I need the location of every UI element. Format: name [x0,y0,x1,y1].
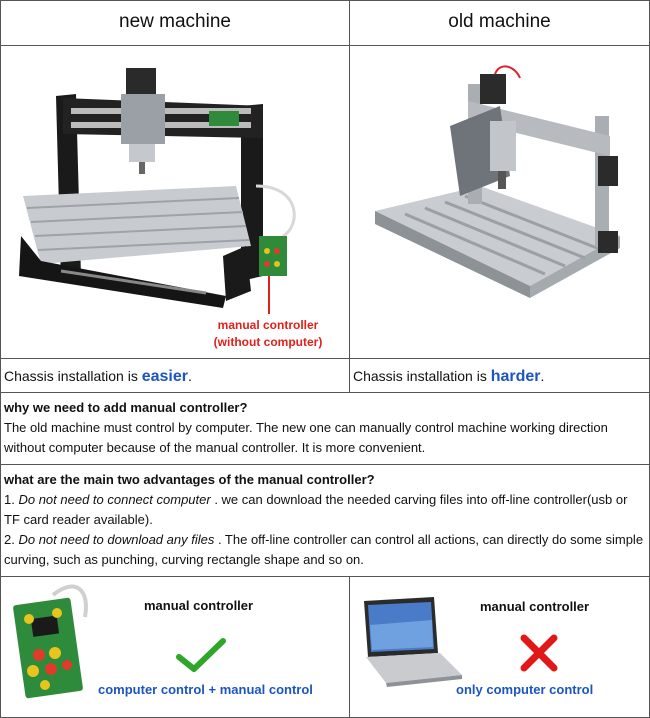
why-answer: The old machine must control by computer. The new one can manually control machine working direction without computer because of the manual controller. It is more convenient. [4,420,608,455]
bottom-right-cell [350,577,649,717]
install-old-text [353,368,544,386]
cross-icon [519,633,559,673]
advantages-question: what are the main two advantages of the manual controller? [4,472,375,487]
header-new-machine: new machine [119,11,231,32]
advantage-item-2-italic: Do not need to download any files [18,532,215,547]
advantage-item-2 [4,530,645,570]
new-machine-image [1,46,350,359]
install-new-word: easier [141,368,188,385]
advantages-paragraph [4,470,645,570]
old-machine-image-cell [350,46,649,359]
why-paragraph [4,398,645,458]
install-new-suffix: . [188,368,192,384]
install-old-suffix: . [540,368,545,384]
bottom-right-caption: only computer control [456,682,594,697]
bottom-right-title: manual controller [480,599,590,614]
manual-controller-caption-line2: (without computer) [213,335,323,349]
manual-controller-image [5,577,95,717]
manual-controller-caption-line1: manual controller [217,318,319,332]
laptop-image [356,595,466,695]
install-old-word: harder [490,368,541,385]
bottom-left-title: manual controller [144,598,254,613]
install-new-text [4,368,192,386]
advantages-cell [1,465,649,577]
advantage-item-1 [4,490,645,530]
install-new-cell [1,359,350,393]
install-new-prefix: Chassis installation is [4,368,142,384]
checkmark-icon [176,637,226,673]
advantage-item-2-num: 2. [4,532,19,547]
advantage-item-1-num: 1. [4,492,19,507]
advantage-item-1-rest: . we can download the needed carving files into off-line controller(usb or TF card reader available). [4,492,628,527]
install-old-cell [350,359,649,393]
why-question: why we need to add manual controller? [4,400,248,415]
manual-controller-caption [206,317,330,351]
header-old-machine: old machine [448,11,551,32]
new-machine-image-cell [1,46,350,359]
bottom-left-caption: computer control + manual control [98,682,313,697]
old-machine-image [350,46,649,359]
header-old-machine-cell [350,1,649,46]
install-old-prefix: Chassis installation is [353,368,491,384]
advantage-item-2-rest: . The off-line controller can control all actions, can directly do some simple curving, such as punching, curving rectangle shape and so on. [4,532,644,567]
advantage-item-1-italic: Do not need to connect computer [18,492,211,507]
header-new-machine-cell [1,1,350,46]
why-cell [1,393,649,465]
bottom-left-cell [1,577,350,717]
